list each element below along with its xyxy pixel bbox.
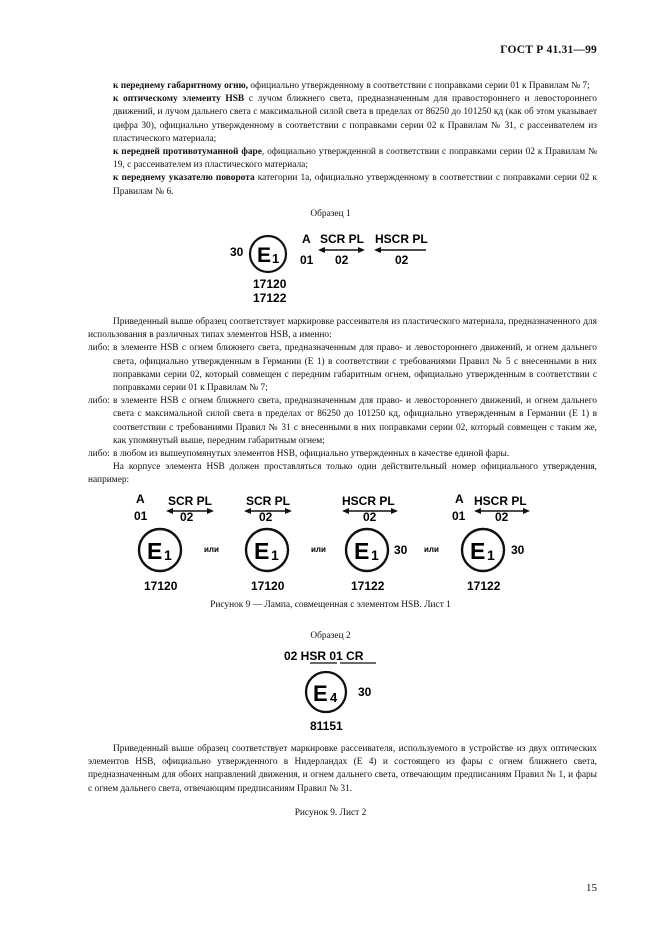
either-label: либо: (88, 343, 110, 354)
mark-right-num: 30 (511, 543, 525, 557)
intro-item-bold: к переднему габаритному огню, (113, 81, 249, 91)
mark-top-num: 02 (363, 510, 377, 524)
sample2-code: 81151 (310, 719, 343, 733)
mark-code: 17122 (467, 579, 501, 593)
sample2-e-letter: E (313, 681, 328, 706)
intro-item-bold: к оптическому элементу HSB (113, 94, 245, 105)
either-item (88, 395, 597, 448)
arrow-right-icon (523, 508, 530, 514)
sample1-a: A (302, 232, 311, 246)
mark-top: SCR PL (246, 494, 291, 508)
mark-top-num: 02 (180, 510, 194, 524)
sample1-left-num: 30 (230, 245, 244, 259)
mark-e-num: 1 (371, 547, 379, 563)
paragraph-2-tail: На корпусе элемента HSB должен проставляться только один действительный номер официального утверждения, например: (88, 462, 597, 486)
sample1-scr-num: 02 (335, 253, 349, 267)
sample1-code2: 17122 (253, 291, 287, 305)
mark-e-letter: E (354, 538, 370, 564)
page-number: 15 (586, 882, 597, 894)
intro-item (113, 146, 597, 172)
arrow-right-icon (207, 508, 214, 514)
arrow-left-icon (342, 508, 349, 514)
intro-item-text: официально утвержденному в соответствии с поправками серии 01 к Правилам № 7; (248, 81, 590, 91)
figure9-mark-4 (452, 492, 530, 593)
mark-top: SCR PL (168, 494, 213, 508)
sample1-code1: 17120 (253, 277, 287, 291)
sample1-caption: Образец 1 (310, 209, 351, 219)
or-word: или (204, 545, 219, 554)
paragraph-2-lead: Приведенный выше образец соответствует маркировке рассеивателя из пластического материала, предназначенного для использования в различных типах элементов HSB, а именно: (88, 317, 597, 341)
intro-item (113, 80, 597, 93)
mark-e-num: 1 (487, 547, 495, 563)
either-text: в элементе HSB с огнем ближнего света, предназначенным для право- и левостороннего движений, и огнем дальнего света, официально утвержденным в Германии (Е 1) в соответствии с требованиями Правил № 5 с внесенными в них поправками серии 02, который совмещен с передним габаритным огнем, официально утвержденным в соответствии с поправками серии 01 к Правилам № 7; (113, 343, 597, 394)
mark-a-num: 01 (134, 509, 148, 523)
either-label: либо: (88, 396, 110, 407)
intro-item-bold: к переднему указателю поворота (113, 173, 255, 184)
mark-top-num: 02 (495, 510, 509, 524)
sample1-e-num: 1 (272, 251, 280, 266)
arrow-right-icon (391, 508, 398, 514)
intro-list (113, 80, 597, 199)
arrow-right-icon (285, 508, 292, 514)
mark-top: HSCR PL (342, 494, 395, 508)
mark-code: 17120 (144, 579, 178, 593)
either-text: в элементе HSB с огнем ближнего света, предназначенным для право- и левостороннего движений, и огнем дальнего света с максимальной силой света в пределах от 86250 до 101250 кд, официально утвержденным в Германии (Е 1) в соответствии с требованиями Правил № 31 с внесенными в них поправками серии 02, который совмещен с таким же, как упомянутый выше, передним габаритным огнем; (113, 396, 597, 446)
mark-top: HSCR PL (474, 494, 527, 508)
sample2-right-num: 30 (358, 685, 372, 699)
mark-a: A (455, 492, 464, 506)
intro-item-bold: к передней противотуманной фаре (113, 147, 262, 158)
intro-item-text: , официально утвержденной в соответствии с поправками серии 02 к Правилам № 19, с рассеивателем из пластического материала; (113, 147, 597, 171)
figure9-mark-1 (134, 492, 214, 593)
mark-code: 17120 (251, 579, 285, 593)
sample1-hscr: HSCR PL (375, 232, 428, 246)
mark-code: 17122 (351, 579, 385, 593)
mark-a-num: 01 (452, 509, 466, 523)
mark-e-letter: E (147, 538, 163, 564)
or-word: или (311, 545, 326, 554)
arrow-left-icon (166, 508, 173, 514)
paragraph-3: Приведенный выше образец соответствует маркировке рассеивателя, используемого в устройстве из двух оптических элементов HSB, официально утвержденного в Нидерландах (Е 4) и состоящего из фары с огнем ближнего света, предназначенным для обоих направлений движения, и огнем дальнего света, отвечающим предписаниям Правил № 1, и фары с огнем дальнего света, отвечающим предписаниям Правил № 31. (88, 744, 597, 794)
mark-right-num: 30 (394, 543, 408, 557)
mark-a: A (136, 492, 145, 506)
sample1-hscr-num: 02 (395, 253, 409, 267)
mark-top-num: 02 (259, 510, 273, 524)
intro-item-text: категории 1а, официально утвержденному в соответствии с поправками серии 02 к Правилам № 6. (113, 173, 597, 197)
figure9-caption-sheet1: Рисунок 9 — Лампа, совмещенная с элементом HSB. Лист 1 (210, 600, 451, 610)
arrow-left-icon (374, 247, 381, 253)
arrow-right-icon (358, 247, 365, 253)
sample1-mark (220, 226, 440, 306)
figure9-caption-sheet2: Рисунок 9. Лист 2 (294, 808, 367, 818)
sample1-e-letter: E (257, 244, 272, 267)
standard-header: ГОСТ Р 41.31—99 (500, 44, 597, 56)
arrow-left-icon (318, 247, 325, 253)
sample2-mark (280, 646, 400, 736)
mark-e-num: 1 (271, 547, 279, 563)
arrow-left-icon (244, 508, 251, 514)
intro-item (113, 93, 597, 146)
sample1-a-num: 01 (300, 253, 314, 267)
sample2-e-num: 4 (330, 690, 338, 705)
mark-e-letter: E (254, 538, 270, 564)
sample2-top-line: 02 HSR 01 CR (284, 649, 364, 663)
paragraph-2 (88, 316, 597, 488)
figure9-mark-2 (244, 494, 292, 593)
either-text: в любом из вышеупомянутых элементов HSB, официально утвержденных в качестве единой фары. (113, 449, 510, 460)
figure9-marks (130, 490, 550, 595)
mark-e-letter: E (470, 538, 486, 564)
either-item (88, 448, 597, 461)
either-label: либо: (88, 449, 110, 460)
figure9-mark-3 (342, 494, 408, 593)
intro-item-text: с лучом ближнего света, предназначенным для правостороннего и левостороннего движений, и лучом дальнего света с максимальной силой света в пределах от 86250 до 101250 кд (как об этом указывает цифра 30), официально утвержденному в соответствии с поправками серии 02 к Правилам № 31, с рассеивателем из пластического материала; (113, 94, 597, 144)
mark-e-num: 1 (164, 547, 172, 563)
sample1-scr: SCR PL (320, 232, 365, 246)
arrow-left-icon (474, 508, 481, 514)
sample2-caption: Образец 2 (310, 631, 351, 641)
or-word: или (424, 545, 439, 554)
intro-item (113, 172, 597, 198)
either-item (88, 342, 597, 395)
